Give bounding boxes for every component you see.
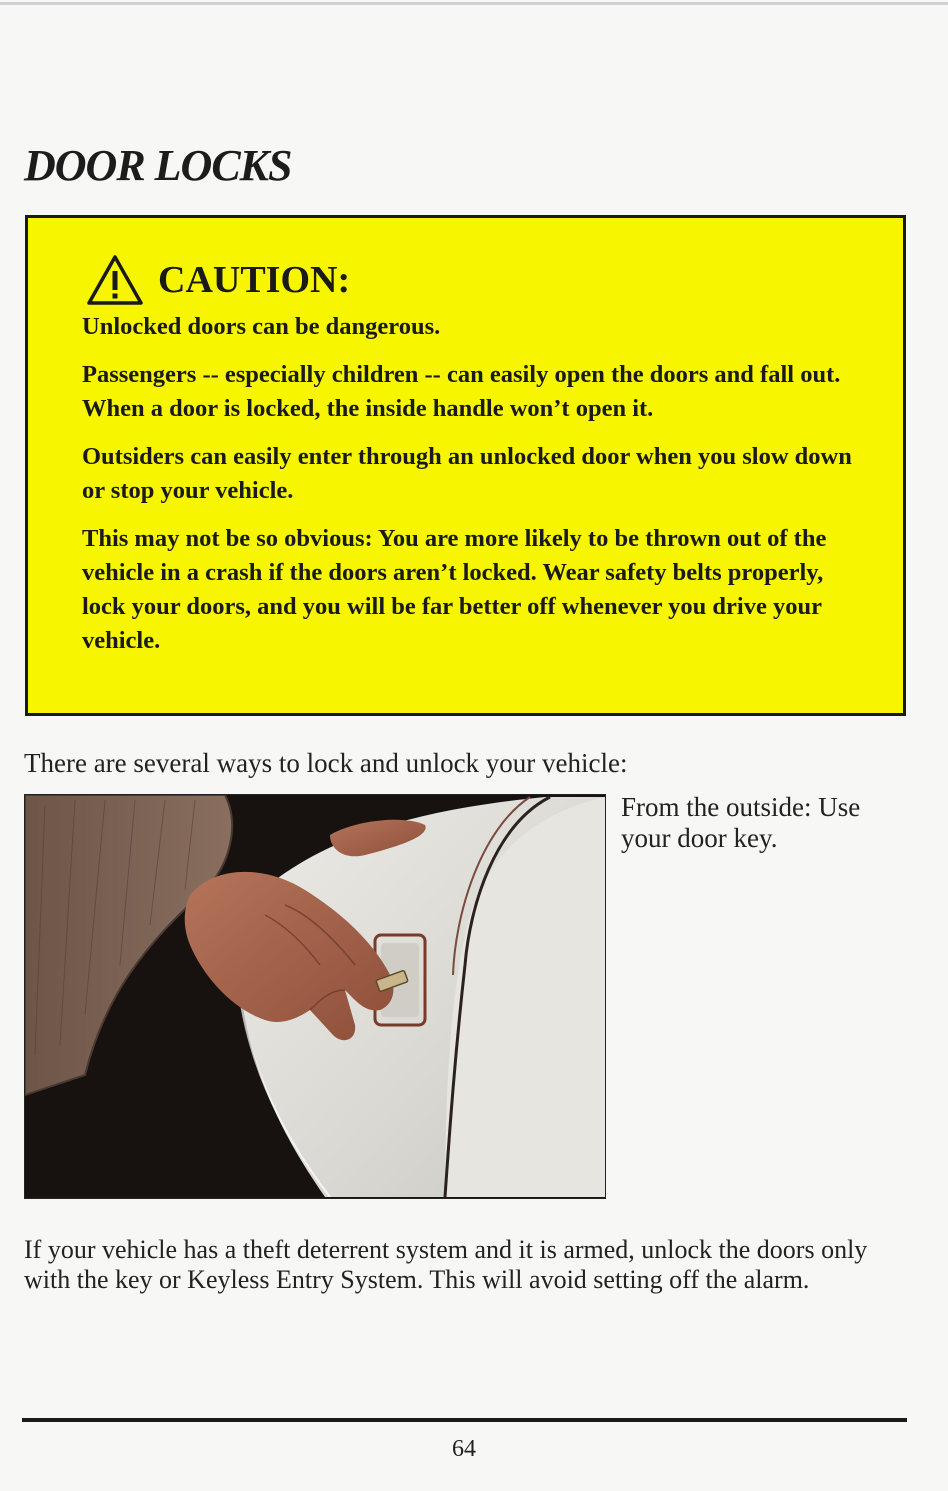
door-key-photo xyxy=(24,794,606,1199)
caution-box xyxy=(25,215,906,716)
caution-paragraph: Unlocked doors can be dangerous. xyxy=(82,313,441,340)
page-number: 64 xyxy=(452,1436,476,1462)
bottom-rule xyxy=(22,1418,907,1422)
top-rule xyxy=(0,2,948,5)
caution-paragraph: Passengers -- especially children -- can easily open the doors and fall out. When a door is locked, the inside handle won’t open it. xyxy=(82,361,841,422)
caution-paragraph: This may not be so obvious: You are more likely to be thrown out of the vehicle in a crash if the doors aren’t locked. Wear safety belts properly, lock your doors, and you will be far better off whenever you drive your vehicle. xyxy=(82,525,827,654)
intro-line: There are several ways to lock and unlock your vehicle: xyxy=(24,748,628,778)
caution-paragraph: Outsiders can easily enter through an unlocked door when you slow down or stop your vehicle. xyxy=(82,443,852,504)
caution-body xyxy=(82,310,872,672)
photo-caption: From the outside: Use your door key. xyxy=(621,792,861,853)
warning-triangle-icon xyxy=(86,254,144,306)
theft-deterrent-note: If your vehicle has a theft deterrent system and it is armed, unlock the doors only with the key or Keyless Entry System. This will avoid setting off the alarm. xyxy=(24,1235,868,1294)
caution-label: CAUTION: xyxy=(158,259,351,301)
caution-heading xyxy=(86,254,350,306)
section-title: DOOR LOCKS xyxy=(24,141,292,190)
door-key-illustration xyxy=(25,795,605,1197)
